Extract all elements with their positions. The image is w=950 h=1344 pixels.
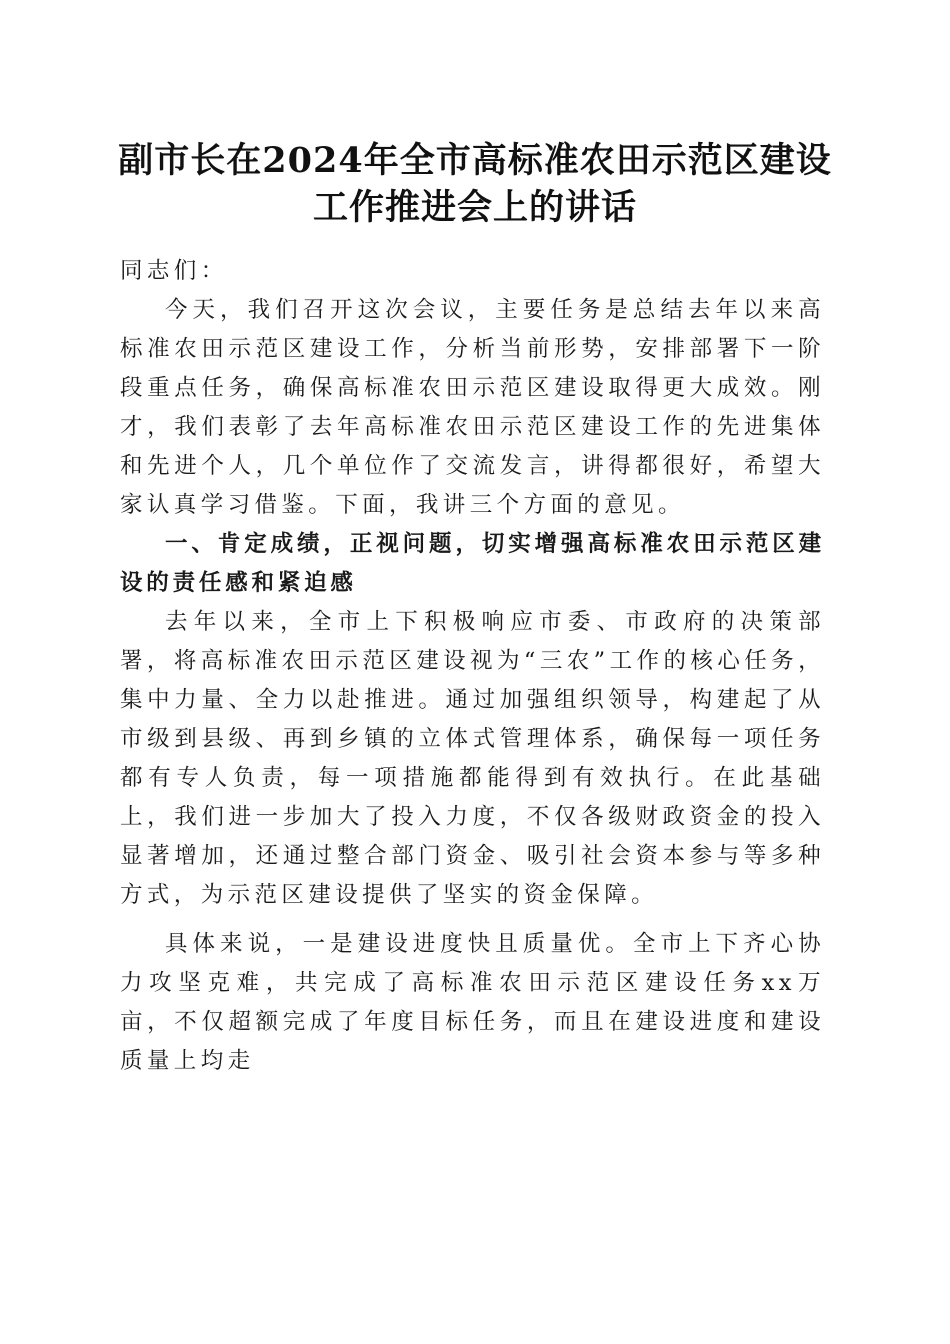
paragraph-specifics: 具体来说，一是建设进度快且质量优。全市上下齐心协力攻坚克难，共完成了高标准农田示范区建设任务xx万亩，不仅超额完成了年度目标任务，而且在建设进度和建设质量上均走 — [120, 931, 825, 1074]
salutation: 同志们： — [120, 258, 228, 284]
document-title-line-1: 副市长在2024年全市高标准农田示范区建设 — [118, 140, 832, 181]
paragraph-opening: 今天，我们召开这次会议，主要任务是总结去年以来高标准农田示范区建设工作，分析当前形势，安排部署下一阶段重点任务，确保高标准农田示范区建设取得更大成效。刚才，我们表彰了去年高标准农田示范区建设工作的先进集体和先进个人，几个单位作了交流发言，讲得都很好，希望大家认真学习借鉴。下面，我讲三个方面的意见。 — [120, 297, 825, 518]
section-heading-1: 一、肯定成绩，正视问题，切实增强高标准农田示范区建设的责任感和紧迫感 — [120, 531, 825, 596]
document-title-line-2: 工作推进会上的讲话 — [312, 187, 637, 228]
document-body — [120, 252, 825, 1081]
paragraph-achievements: 去年以来，全市上下积极响应市委、市政府的决策部署，将高标准农田示范区建设视为“三农”工作的核心任务，集中力量、全力以赴推进。通过加强组织领导，构建起了从市级到县级、再到乡镇的立体式管理体系，确保每一项任务都有专人负责，每一项措施都能得到有效执行。在此基础上，我们进一步加大了投入力度，不仅各级财政资金的投入显著增加，还通过整合部门资金、吸引社会资本参与等多种方式，为示范区建设提供了坚实的资金保障。 — [120, 609, 825, 908]
